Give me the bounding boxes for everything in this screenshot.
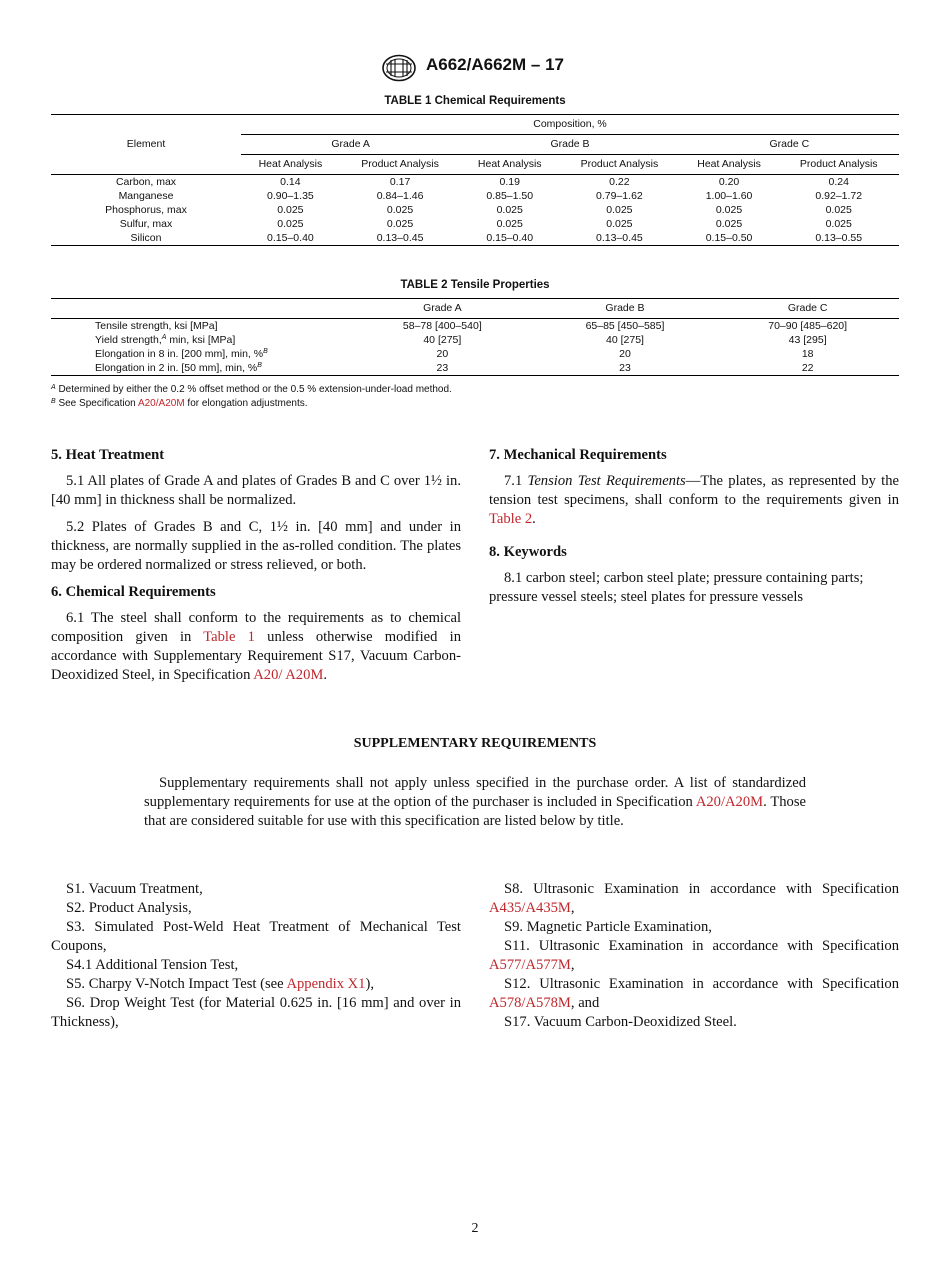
value-cell: 0.22 xyxy=(609,176,630,188)
table2-caption: TABLE 2 Tensile Properties xyxy=(400,279,550,291)
property-label: Elongation in 2 in. [50 mm], min, %$^B$ xyxy=(51,361,351,376)
value-cell: 0.15–0.50 xyxy=(680,231,779,246)
a435-link[interactable]: A435/A435M xyxy=(489,900,571,916)
grade-header: Grade B xyxy=(460,135,679,155)
value-cell: 0.13–0.55 xyxy=(778,231,899,246)
sub-header: Product Analysis xyxy=(340,155,461,175)
para-5-1: 5.1 All plates of Grade A and plates of Grades B and C over 1½ in. [40 mm] in thickness shall be normalized. xyxy=(51,473,461,508)
composition-header: Composition, % xyxy=(241,115,899,135)
table-row xyxy=(51,175,899,190)
left-column xyxy=(51,446,461,693)
value-cell: 65–85 [450–585] xyxy=(585,320,665,332)
supplementary-title: SUPPLEMENTARY REQUIREMENTS xyxy=(353,736,597,751)
value-cell: 0.24 xyxy=(828,176,849,188)
table-row xyxy=(51,333,899,347)
value-cell: 0.20 xyxy=(718,176,740,188)
para-8-1: 8.1 carbon steel; carbon steel plate; pressure containing parts; pressure vessel steels; steel plates for pressure vessels xyxy=(489,570,864,605)
value-cell: 20 xyxy=(436,348,449,360)
value-cell: 0.025 xyxy=(715,218,743,230)
section-8-title: 8. Keywords xyxy=(489,544,567,560)
blank-header xyxy=(51,299,351,319)
page-header xyxy=(0,52,950,84)
appendix-x1-link[interactable]: Appendix X1 xyxy=(286,976,366,992)
value-cell: 0.025 xyxy=(825,218,852,230)
value-cell: 20 xyxy=(619,348,631,360)
value-cell: 40 [275] xyxy=(606,334,644,346)
value-cell: 0.79–1.62 xyxy=(596,190,643,202)
value-cell: 0.13–0.45 xyxy=(559,231,680,246)
footnote-b: $^B$ See Specification A20/A20M for elongation adjustments. xyxy=(51,398,308,409)
chemical-requirements-table xyxy=(51,114,899,246)
value-cell: 0.15–0.40 xyxy=(460,231,559,246)
sub-header: Heat Analysis xyxy=(241,155,340,175)
value-cell: 0.84–1.46 xyxy=(376,190,424,202)
list-item: S1. Vacuum Treatment, xyxy=(66,881,203,897)
value-cell: 1.00–1.60 xyxy=(705,190,753,202)
table1-caption: TABLE 1 Chemical Requirements xyxy=(384,95,566,107)
list-item: S6. Drop Weight Test (for Material 0.625 in. [16 mm] and over in Thickness), xyxy=(51,995,461,1030)
value-cell: 0.19 xyxy=(499,176,520,188)
value-cell: 0.90–1.35 xyxy=(267,190,314,202)
grade-header: Grade A xyxy=(351,299,534,319)
table1-link[interactable]: Table 1 xyxy=(203,629,255,645)
page-number: 2 xyxy=(471,1221,479,1236)
value-cell: 0.025 xyxy=(277,218,304,230)
property-label: Elongation in 8 in. [200 mm], min, %$^B$ xyxy=(95,348,268,360)
list-item: S17. Vacuum Carbon-Deoxidized Steel. xyxy=(504,1014,737,1030)
footnote-a: $^A$ Determined by either the 0.2 % offset method or the 0.5 % extension-under-load method. xyxy=(51,384,452,395)
tensile-properties-table xyxy=(51,298,899,376)
list-item: S4.1 Additional Tension Test, xyxy=(66,957,239,973)
sub-header: Heat Analysis xyxy=(460,155,559,175)
value-cell: 0.17 xyxy=(389,176,411,188)
list-item: S3. Simulated Post-Weld Heat Treatment of Mechanical Test Coupons, xyxy=(51,919,461,954)
value-cell: 0.025 xyxy=(715,204,743,216)
para-6-1: 6.1 The steel shall conform to the requirements as to chemical composition given in Table 1 unless otherwise modified in accordance with Supplementary Requirement S17, Vacuum Carbon-Deoxidized Steel, in Specification A20/ A20M. xyxy=(51,610,461,683)
value-cell: 22 xyxy=(716,361,899,376)
document-id: A662/A662M – 17 xyxy=(426,55,564,74)
value-cell: 0.025 xyxy=(606,204,633,216)
value-cell: 43 [295] xyxy=(788,334,827,346)
table-row xyxy=(51,217,899,231)
value-cell: 0.13–0.45 xyxy=(340,231,461,246)
element-cell: Silicon xyxy=(51,231,241,246)
table-row xyxy=(51,203,899,217)
grade-header: Grade C xyxy=(680,135,899,155)
value-cell: 0.025 xyxy=(496,218,523,230)
value-cell: 23 xyxy=(351,361,534,376)
list-item: S8. Ultrasonic Examination in accordance with Specification A435/A435M, xyxy=(489,881,899,916)
value-cell: 0.14 xyxy=(280,176,301,188)
table-row xyxy=(51,319,899,334)
list-item: S11. Ultrasonic Examination in accordance with Specification A577/A577M, xyxy=(489,938,899,973)
value-cell: 0.025 xyxy=(606,218,633,230)
value-cell: 0.025 xyxy=(825,204,852,216)
grade-header: Grade C xyxy=(716,299,899,319)
sub-header: Product Analysis xyxy=(559,155,680,175)
value-cell: 0.025 xyxy=(386,204,414,216)
sub-header: Product Analysis xyxy=(778,155,899,175)
value-cell: 23 xyxy=(534,361,717,376)
supplementary-intro: Supplementary requirements shall not apply unless specified in the purchase order. A list of standardized supplementary requirements for use at the option of the purchaser is included in Specification A20/A20M. Those that are considered suitable for use with this specification are listed below by title. xyxy=(144,775,806,829)
section-7-title: 7. Mechanical Requirements xyxy=(489,447,667,463)
astm-logo-icon xyxy=(381,54,417,82)
value-cell: 0.85–1.50 xyxy=(486,190,534,202)
table-row xyxy=(51,231,899,246)
sub-header: Heat Analysis xyxy=(680,155,779,175)
para-5-2: 5.2 Plates of Grades B and C, 1½ in. [40 mm] and under in thickness, are normally supplied in the as-rolled condition. The plates may be ordered normalized or stress relieved, or both. xyxy=(51,519,461,573)
property-label: Tensile strength, ksi [MPa] xyxy=(95,320,218,332)
table-row xyxy=(51,347,899,361)
value-cell: 18 xyxy=(801,348,814,360)
section-5-title: 5. Heat Treatment xyxy=(51,447,165,463)
element-cell: Carbon, max xyxy=(115,176,177,188)
list-item: S9. Magnetic Particle Examination, xyxy=(504,919,712,935)
value-cell: 0.15–0.40 xyxy=(241,231,340,246)
element-cell: Sulfur, max xyxy=(119,218,173,230)
value-cell: 0.92–1.72 xyxy=(815,190,863,202)
value-cell: 0.025 xyxy=(386,218,414,230)
a577-link[interactable]: A577/A577M xyxy=(489,957,571,973)
element-header: Element xyxy=(51,115,241,175)
element-cell: Manganese xyxy=(118,190,174,202)
value-cell: 58–78 [400–540] xyxy=(402,320,482,332)
value-cell: 70–90 [485–620] xyxy=(768,320,848,332)
right-column xyxy=(489,446,899,615)
property-label: Yield strength,$^A$ min, ksi [MPa] xyxy=(95,334,236,346)
a578-link[interactable]: A578/A578M xyxy=(489,995,571,1011)
grade-header: Grade A xyxy=(241,135,460,155)
value-cell: 0.025 xyxy=(496,204,523,216)
list-item: S12. Ultrasonic Examination in accordance with Specification A578/A578M, and xyxy=(489,976,899,1011)
supplementary-list-left xyxy=(51,880,461,1032)
value-cell: 40 [275] xyxy=(423,334,462,346)
table2-link[interactable]: Table 2 xyxy=(489,511,533,527)
a20-link[interactable]: A20/A20M xyxy=(137,398,185,409)
list-item: S5. Charpy V-Notch Impact Test (see Appendix X1), xyxy=(66,976,374,992)
a20-link[interactable]: A20/A20M xyxy=(695,794,764,810)
supplementary-list-right xyxy=(489,880,899,1032)
section-6-title: 6. Chemical Requirements xyxy=(51,584,216,600)
table-row xyxy=(51,189,899,203)
grade-header: Grade B xyxy=(534,299,717,319)
element-cell: Phosphorus, max xyxy=(105,204,187,216)
para-7-1: 7.1 Tension Test Requirements—The plates, as represented by the tension test specimens, shall conform to the requirements given in Table 2. xyxy=(489,473,900,527)
a20-link[interactable]: A20/ A20M xyxy=(253,667,324,683)
list-item: S2. Product Analysis, xyxy=(66,900,192,916)
value-cell: 0.025 xyxy=(277,204,304,216)
table-row xyxy=(51,361,899,376)
